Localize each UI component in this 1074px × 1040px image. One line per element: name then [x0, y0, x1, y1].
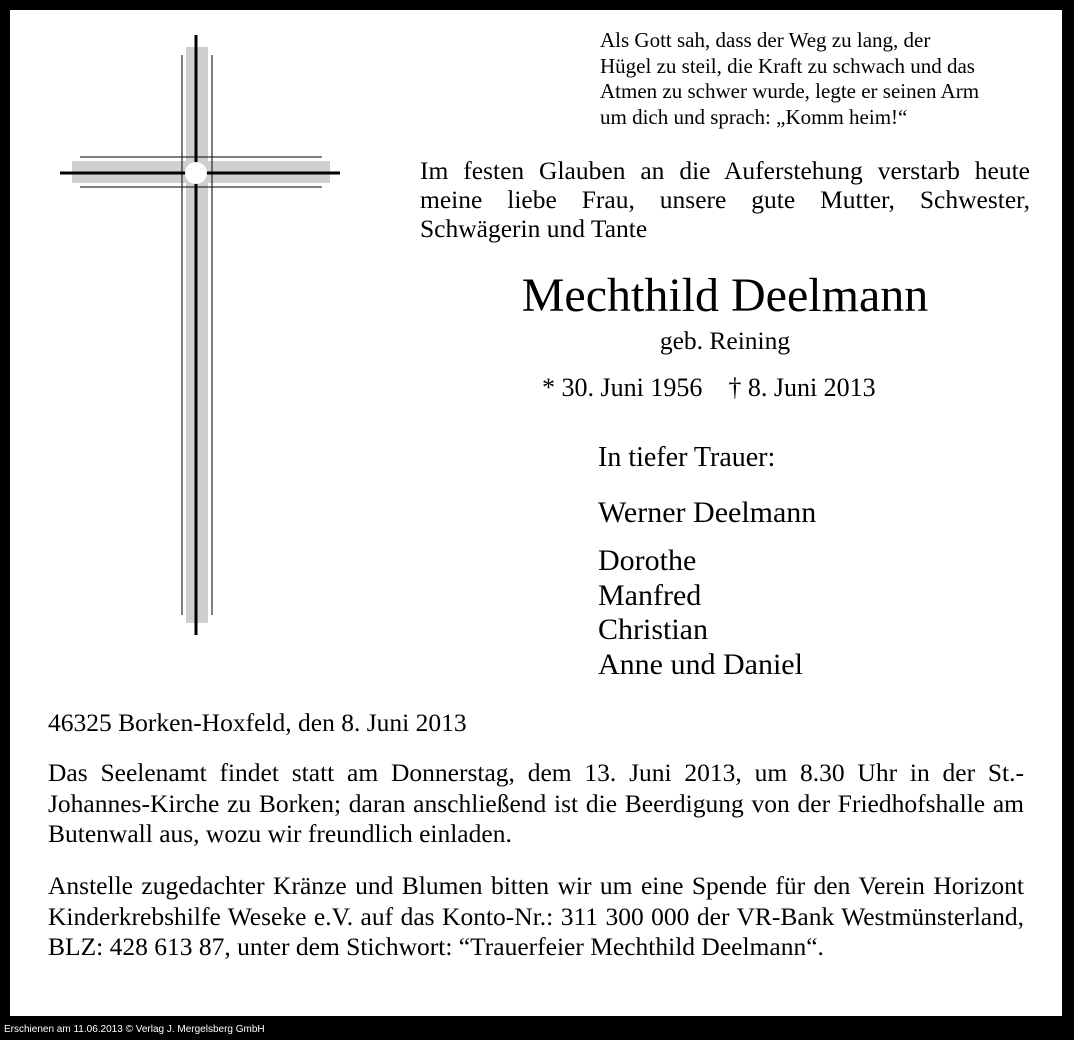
cross-icon	[60, 35, 340, 635]
deceased-name: Mechthild Deelmann	[521, 269, 929, 322]
life-dates: * 30. Juni 1956 † 8. Juni 2013	[542, 373, 876, 402]
poem-verse: Als Gott sah, dass der Weg zu lang, der Hügel zu steil, die Kraft zu schwach und das Atmen zu schwer wurde, legte er seinen Arm um dich und sprach: „Komm heim!“	[600, 28, 980, 129]
intro-text: Im festen Glauben an die Auferstehung verstarb heute meine liebe Frau, unsere gute Mutter, Schwester, Schwägerin und Tante	[420, 156, 1030, 243]
mourners-heading: In tiefer Trauer:	[598, 442, 776, 473]
obituary-sheet	[10, 10, 1062, 1016]
mourner-child: Dorothe	[598, 544, 697, 577]
mourners-children	[598, 544, 803, 682]
donation-text: Anstelle zugedachter Kränze und Blumen bitten wir um eine Spende für den Verein Horizont Kinderkrebshilfe Weseke e.V. auf das Konto-Nr.: 311 300 000 der VR-Bank Westmünsterland, BLZ: 428 613 87, unter dem Stichwort: “Trauerfeier Mechthild Deelmann“.	[48, 871, 1024, 961]
mourner-spouse: Werner Deelmann	[598, 496, 817, 529]
mourner-child: Anne und Daniel	[598, 647, 803, 681]
publication-footer: Erschienen am 11.06.2013 © Verlag J. Mergelsberg GmbH	[4, 1024, 265, 1035]
birth-name: geb. Reining	[659, 326, 791, 355]
mourner-child: Manfred	[598, 578, 702, 612]
mourner-child: Christian	[598, 613, 708, 646]
place-and-date: 46325 Borken-Hoxfeld, den 8. Juni 2013	[48, 708, 467, 737]
funeral-service-text: Das Seelenamt findet statt am Donnerstag, dem 13. Juni 2013, um 8.30 Uhr in der St.-Johannes-Kirche zu Borken; daran anschließend ist die Beerdigung von der Friedhofshalle am Butenwall aus, wozu wir freundlich einladen.	[48, 758, 1024, 848]
